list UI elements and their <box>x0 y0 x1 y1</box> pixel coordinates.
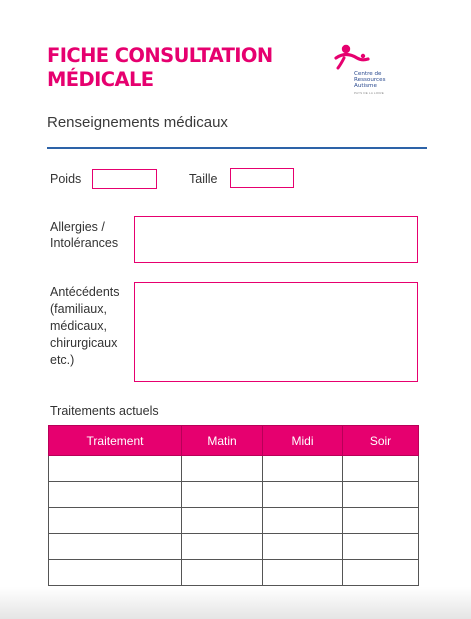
section-divider <box>47 147 427 149</box>
table-row <box>49 560 419 586</box>
table-cell[interactable] <box>343 482 419 508</box>
allergies-label: Allergies / Intolérances <box>50 220 119 250</box>
poids-label: Poids <box>50 172 82 186</box>
table-row <box>49 534 419 560</box>
table-cell[interactable] <box>182 508 263 534</box>
table-row <box>49 482 419 508</box>
table-cell[interactable] <box>49 456 182 482</box>
table-cell[interactable] <box>263 456 343 482</box>
table-cell[interactable] <box>263 560 343 586</box>
table-cell[interactable] <box>182 482 263 508</box>
col-matin: Matin <box>182 426 263 456</box>
table-row <box>49 508 419 534</box>
title-line-2: MÉDICALE <box>47 68 154 91</box>
antecedents-label: Antécédents (familiaux, médicaux, chirurgicaux etc.) <box>50 285 120 367</box>
treatments-table <box>48 425 419 586</box>
logo-wordmark: Centre de Ressources Autisme <box>354 71 386 89</box>
table-row <box>49 456 419 482</box>
col-soir: Soir <box>343 426 419 456</box>
table-cell[interactable] <box>182 534 263 560</box>
table-cell[interactable] <box>49 482 182 508</box>
taille-label: Taille <box>189 172 218 186</box>
treatments-label: Traitements actuels <box>50 404 159 418</box>
table-cell[interactable] <box>263 534 343 560</box>
table-cell[interactable] <box>182 560 263 586</box>
table-cell[interactable] <box>49 508 182 534</box>
title-line-1: FICHE CONSULTATION <box>47 44 273 67</box>
taille-input[interactable] <box>230 168 294 188</box>
table-cell[interactable] <box>343 560 419 586</box>
logo-subtitle: PAYS DE LA LOIRE <box>354 91 384 95</box>
page-title <box>47 44 273 92</box>
table-cell[interactable] <box>343 534 419 560</box>
logo-figures-icon <box>332 44 374 72</box>
col-traitement: Traitement <box>49 426 182 456</box>
col-midi: Midi <box>263 426 343 456</box>
allergies-input[interactable] <box>134 216 418 263</box>
table-cell[interactable] <box>343 456 419 482</box>
table-cell[interactable] <box>49 560 182 586</box>
table-header-row <box>49 426 419 456</box>
table-cell[interactable] <box>182 456 263 482</box>
antecedents-input[interactable] <box>134 282 418 382</box>
table-cell[interactable] <box>263 508 343 534</box>
poids-input[interactable] <box>92 169 157 189</box>
table-cell[interactable] <box>49 534 182 560</box>
page-bottom-shadow <box>0 587 471 619</box>
table-cell[interactable] <box>263 482 343 508</box>
cra-logo <box>330 44 410 100</box>
section-title: Renseignements médicaux <box>47 114 228 131</box>
table-cell[interactable] <box>343 508 419 534</box>
